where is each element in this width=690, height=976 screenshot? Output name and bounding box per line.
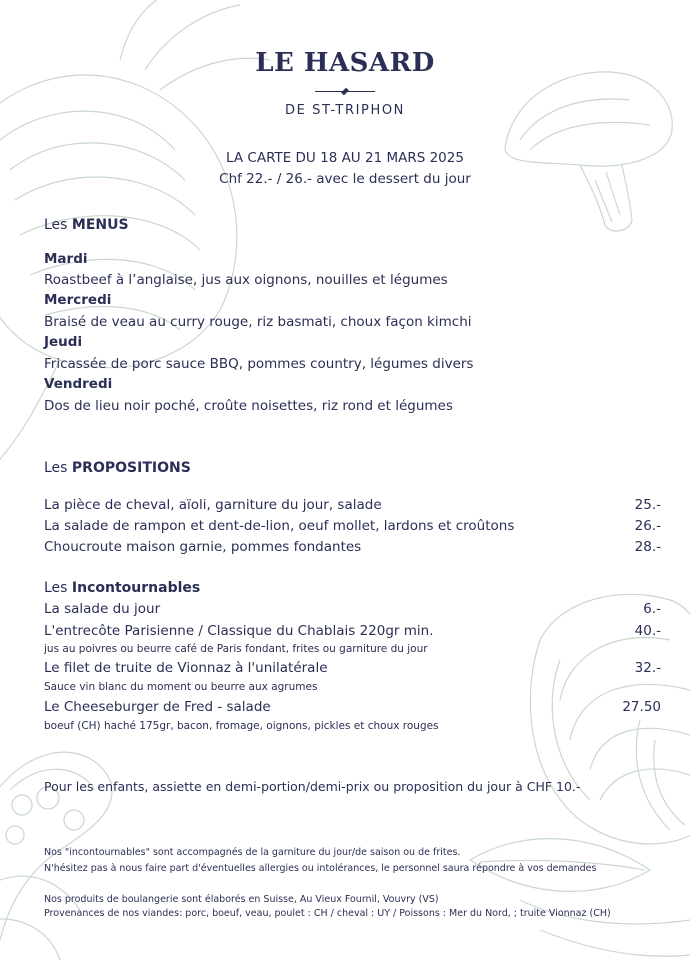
incontournable-price-1: 6.- [643,601,661,617]
incontournable-price-2: 40.- [634,623,661,639]
proposition-price-1: 25.- [634,497,661,513]
footnote-allergies: N'hésitez pas à nous faire part d'éventuelles allergies ou intolérances, le personnel saura répondre à vos demandes [44,863,597,874]
incontournable-dish-3: Le filet de truite de Vionnaz à l'unilatérale [44,660,328,676]
menu-day-3: Jeudi [44,334,83,350]
incontournable-dish-1: La salade du jour [44,601,161,617]
kids-offer: Pour les enfants, assiette en demi-portion/demi-prix ou proposition du jour à CHF 10.- [44,779,581,794]
proposition-dish-3: Choucroute maison garnie, pommes fondantes [44,539,362,555]
proposition-dish-1: La pièce de cheval, aïoli, garniture du jour, salade [44,497,382,513]
menu-dates: LA CARTE DU 18 AU 21 MARS 2025 [226,150,464,166]
restaurant-name: LE HASARD [255,48,435,78]
menus-section-title [44,217,129,233]
brand-divider-ornament [341,88,349,96]
menu-dish-3: Fricassée de porc sauce BBQ, pommes country, légumes divers [44,356,474,372]
incontournable-note-4: boeuf (CH) haché 175gr, bacon, fromage, oignons, pickles et choux rouges [44,720,439,732]
incontournable-price-3: 32.- [634,660,661,676]
proposition-dish-2: La salade de rampon et dent-de-lion, oeuf mollet, lardons et croûtons [44,518,515,534]
incontournable-dish-4: Le Cheeseburger de Fred - salade [44,699,271,715]
menu-day-4: Vendredi [44,376,113,392]
menu-dish-2: Braisé de veau au curry rouge, riz basmati, choux façon kimchi [44,314,472,330]
proposition-price-2: 26.- [634,518,661,534]
incontournable-dish-2: L'entrecôte Parisienne / Classique du Chablais 220gr min. [44,623,434,639]
footnote-bakery: Nos produits de boulangerie sont élaborés en Suisse, Au Vieux Fournil, Vouvry (VS) [44,894,439,905]
proposition-price-3: 28.- [634,539,661,555]
menus-title-prefix: Les [44,217,68,233]
menus-title-bold: MENUS [71,217,129,233]
menu-dish-1: Roastbeef à l’anglaise, jus aux oignons, nouilles et légumes [44,272,448,288]
propositions-section-title [44,460,191,476]
footnote-incontournables: Nos "incontournables" sont accompagnés de la garniture du jour/de saison ou de frites. [44,847,461,858]
menu-day-2: Mercredi [44,292,112,308]
incontournable-note-2: jus au poivres ou beurre café de Paris fondant, frites ou garniture du jour [44,643,428,655]
incontournable-price-4: 27.50 [622,699,661,715]
incontournables-title-prefix: Les [44,580,68,596]
incontournables-section-title [44,580,200,596]
menu-day-1: Mardi [44,251,88,267]
footnote-meat-origins: Provenances de nos viandes: porc, boeuf, veau, poulet : CH / cheval : UY / Poissons : Mer du Nord, ; truite Vionnaz (CH) [44,908,611,919]
menu-dish-4: Dos de lieu noir poché, croûte noisettes, riz rond et légumes [44,398,453,414]
incontournables-title-bold: Incontournables [71,580,201,596]
propositions-title-prefix: Les [44,460,68,476]
incontournable-note-3: Sauce vin blanc du moment ou beurre aux agrumes [44,681,318,693]
menu-prices: Chf 22.- / 26.- avec le dessert du jour [219,171,471,187]
restaurant-location: DE ST-TRIPHON [284,103,406,118]
propositions-title-bold: PROPOSITIONS [71,460,191,476]
